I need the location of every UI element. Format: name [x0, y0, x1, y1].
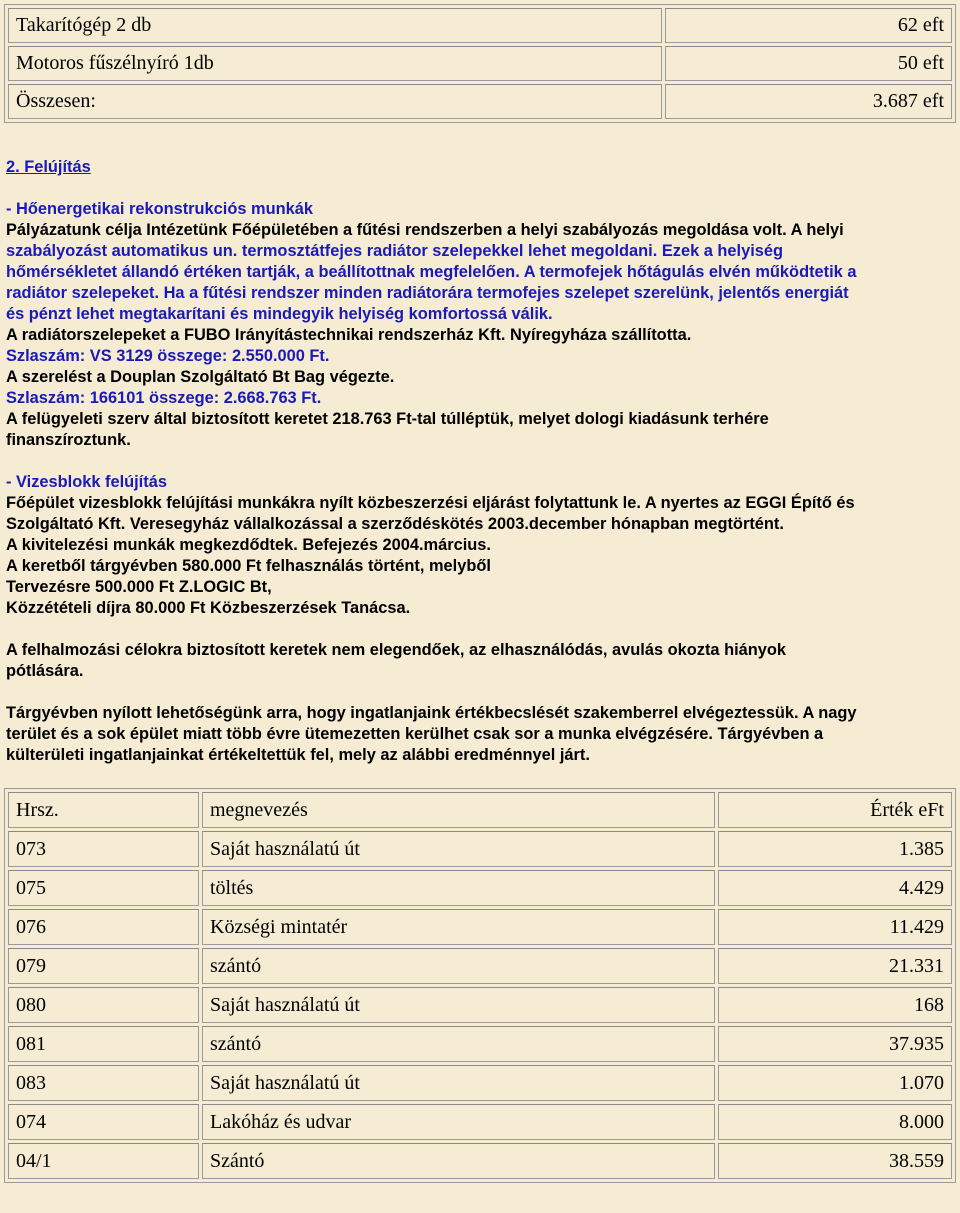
- text-line: Szlaszám: VS 3129 összege: 2.550.000 Ft.: [6, 347, 330, 365]
- text-line: A kivitelezési munkák megkezdődtek. Befejezés 2004.március.: [6, 536, 491, 554]
- text-line: A szerelést a Douplan Szolgáltató Bt Bag végezte.: [6, 368, 395, 386]
- name-cell: töltés: [202, 870, 715, 906]
- subsection-title: - Vizesblokk felújítás: [6, 473, 167, 491]
- name-cell: Szántó: [202, 1143, 715, 1179]
- property-valuation-table: [4, 788, 956, 1183]
- item-label: Takarítógép 2 db: [8, 8, 662, 43]
- item-label: Motoros fűszélnyíró 1db: [8, 46, 662, 81]
- text-line: A keretből tárgyévben 580.000 Ft felhasználás történt, melyből: [6, 557, 491, 575]
- name-cell: Saját használatú út: [202, 987, 715, 1023]
- table-row: [8, 987, 952, 1023]
- table-row: [8, 1143, 952, 1179]
- summary-table: [4, 4, 956, 123]
- value-cell: 11.429: [718, 909, 952, 945]
- value-cell: 21.331: [718, 948, 952, 984]
- subsection-title: - Hőenergetikai rekonstrukciós munkák: [6, 200, 313, 218]
- name-cell: Saját használatú út: [202, 1065, 715, 1101]
- column-header: Hrsz.: [8, 792, 199, 828]
- value-cell: 37.935: [718, 1026, 952, 1062]
- table-row: [8, 948, 952, 984]
- table-header-row: [8, 792, 952, 828]
- table-row: [8, 1065, 952, 1101]
- table-row: [8, 909, 952, 945]
- table-row: [8, 84, 952, 119]
- table-row: [8, 831, 952, 867]
- hrsz-cell: 080: [8, 987, 199, 1023]
- table-row: [8, 8, 952, 43]
- value-cell: 38.559: [718, 1143, 952, 1179]
- column-header: Érték eFt: [718, 792, 952, 828]
- name-cell: Saját használatú út: [202, 831, 715, 867]
- text-line: A radiátorszelepeket a FUBO Irányítástechnikai rendszerház Kft. Nyíregyháza szállította.: [6, 326, 692, 344]
- value-cell: 8.000: [718, 1104, 952, 1140]
- item-value: 62 eft: [665, 8, 952, 43]
- hrsz-cell: 073: [8, 831, 199, 867]
- text-line: A felhalmozási célokra biztosított keretek nem elegendőek, az elhasználódás, avulás okozta hiányok: [6, 641, 787, 659]
- table-row: [8, 870, 952, 906]
- value-cell: 168: [718, 987, 952, 1023]
- hrsz-cell: 081: [8, 1026, 199, 1062]
- name-cell: szántó: [202, 948, 715, 984]
- table-row: [8, 1026, 952, 1062]
- text-line: A felügyeleti szerv által biztosított keretet 218.763 Ft-tal túlléptük, melyet dologi kiadásunk terhére: [6, 410, 769, 428]
- text-line: Tárgyévben nyílott lehetőségünk arra, hogy ingatlanjaink értékbecslését szakemberrel elvégeztessük. A nagy: [6, 704, 857, 722]
- text-line: pótlására.: [6, 662, 84, 680]
- text-line: külterületi ingatlanjainkat értékeltettük fel, mely az alábbi eredménnyel járt.: [6, 746, 590, 764]
- text-line: finanszíroztunk.: [6, 431, 131, 449]
- hrsz-cell: 079: [8, 948, 199, 984]
- text-line: hőmérsékletet állandó értéken tartják, a beállítottnak megfelelően. A termofejek hőtágulás elvén működtetik a: [6, 263, 857, 281]
- text-line: és pénzt lehet megtakarítani és mindegyik helyiség komfortossá válik.: [6, 305, 553, 323]
- text-line: Szolgáltató Kft. Veresegyház vállalkozással a szerződéskötés 2003.december hónapban megtörtént.: [6, 515, 784, 533]
- text-line: [6, 241, 954, 262]
- hrsz-cell: 074: [8, 1104, 199, 1140]
- hrsz-cell: 076: [8, 909, 199, 945]
- item-value: 50 eft: [665, 46, 952, 81]
- value-cell: 4.429: [718, 870, 952, 906]
- hrsz-cell: 04/1: [8, 1143, 199, 1179]
- total-value: 3.687 eft: [665, 84, 952, 119]
- text-line: Szlaszám: 166101 összege: 2.668.763 Ft.: [6, 389, 322, 407]
- text-line: Tervezésre 500.000 Ft Z.LOGIC Bt,: [6, 578, 272, 596]
- text-line: szabályozást automatikus un. termosztátfejes radiátor szelepekkel lehet megoldani. Ezek a helyiség: [6, 242, 784, 260]
- text-line: Közzétételi díjra 80.000 Ft Közbeszerzések Tanácsa.: [6, 599, 411, 617]
- table-row: [8, 1104, 952, 1140]
- name-cell: Lakóház és udvar: [202, 1104, 715, 1140]
- section-heading-link[interactable]: 2. Felújítás: [6, 158, 91, 176]
- total-label: Összesen:: [8, 84, 662, 119]
- value-cell: 1.385: [718, 831, 952, 867]
- text-line: Főépület vizesblokk felújítási munkákra nyílt közbeszerzési eljárást folytattunk le. A nyertes az EGGI Építő és: [6, 494, 855, 512]
- name-cell: Községi mintatér: [202, 909, 715, 945]
- text-line: radiátor szelepeket. Ha a fűtési rendszer minden radiátorára termofejes szelepet szerelünk, jelentős energiát: [6, 284, 849, 302]
- section-content: [0, 123, 960, 788]
- hrsz-cell: 075: [8, 870, 199, 906]
- column-header: megnevezés: [202, 792, 715, 828]
- text-line: terület és a sok épület miatt több évre ütemezetten kerülhet csak sor a munka elvégzésére. Tárgyévben a: [6, 725, 824, 743]
- table-row: [8, 46, 952, 81]
- name-cell: szántó: [202, 1026, 715, 1062]
- value-cell: 1.070: [718, 1065, 952, 1101]
- text-line: Pályázatunk célja Intézetünk Főépületében a fűtési rendszerben a helyi szabályozás megoldása volt. A helyi: [6, 221, 844, 239]
- hrsz-cell: 083: [8, 1065, 199, 1101]
